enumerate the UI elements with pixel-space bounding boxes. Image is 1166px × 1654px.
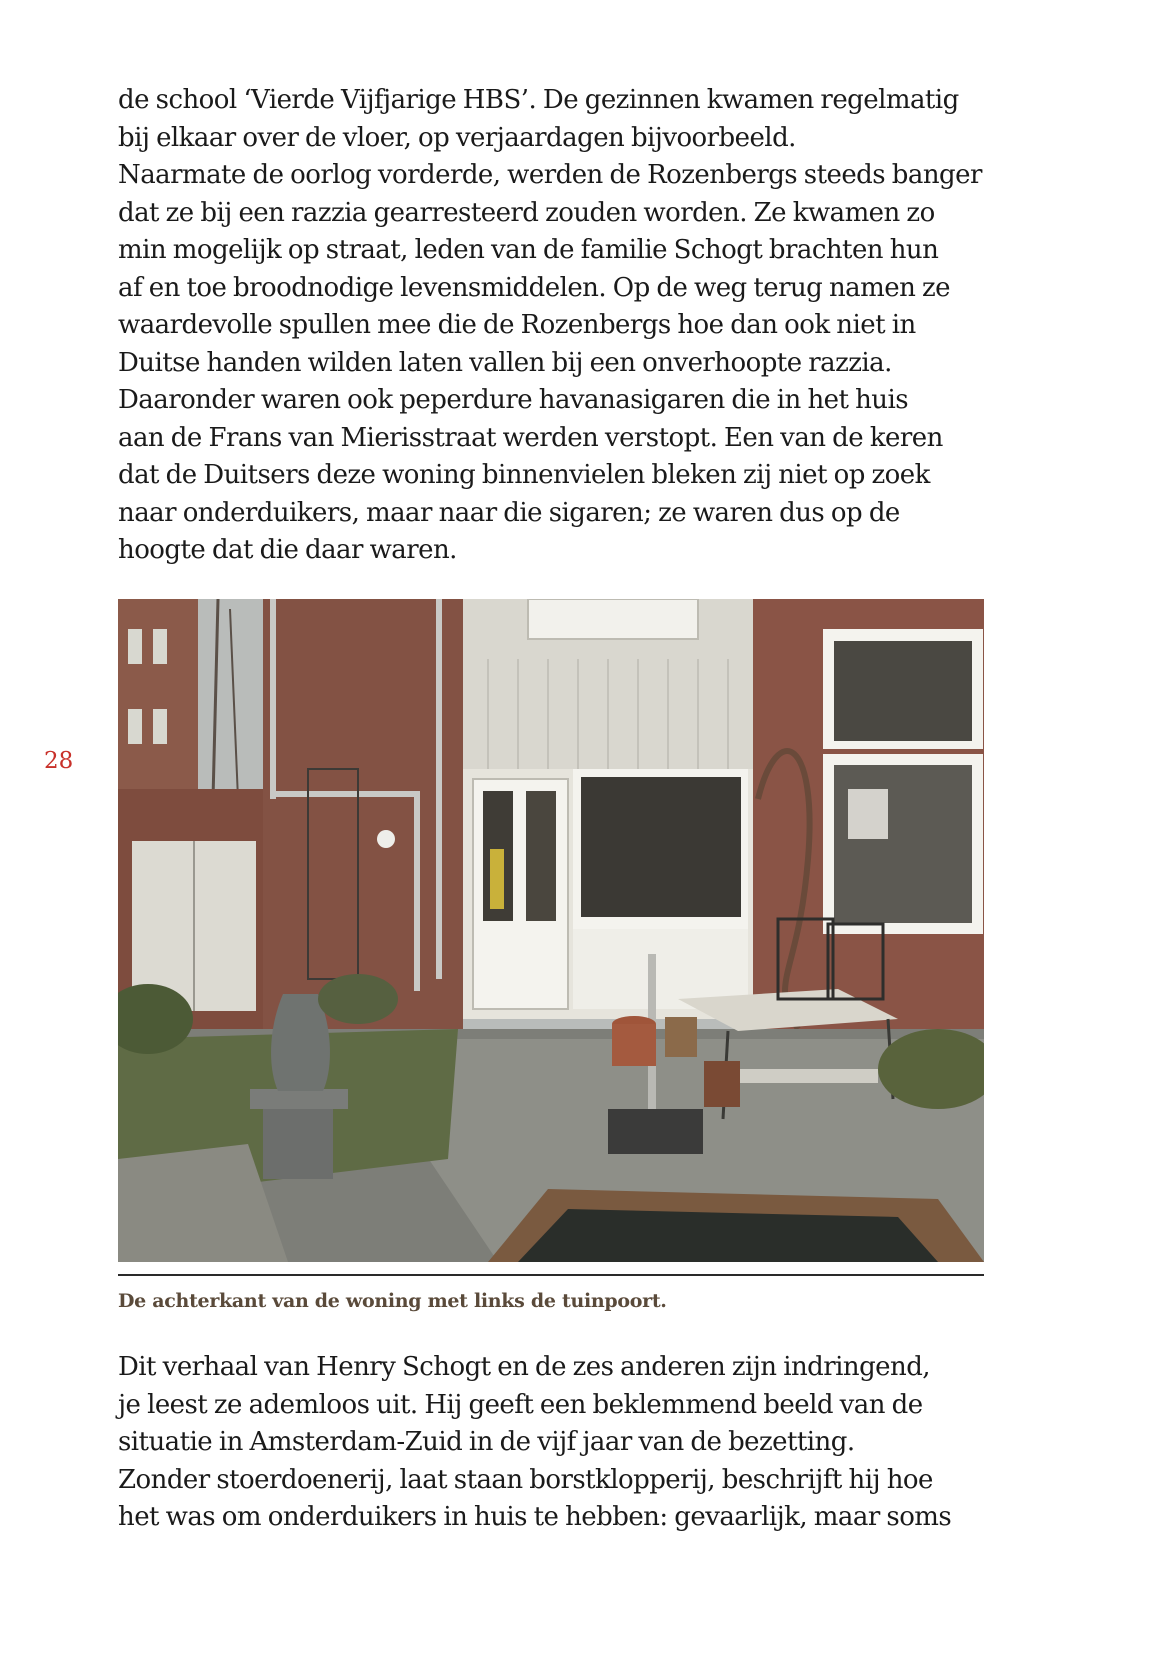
text-line: naar onderduikers, maar naar die sigaren; ze waren dus op de [118,497,900,528]
text-line: af en toe broodnodige levensmiddelen. Op de weg terug namen ze [118,272,950,303]
text-line: Daaronder waren ook peperdure havanasigaren die in het huis [118,385,909,415]
text-line: Naarmate de oorlog vorderde, werden de Rozenbergs steeds banger [118,160,982,190]
text-line: de school ‘Vierde Vijfjarige HBS’. De gezinnen kwamen regelmatig [118,85,959,115]
text-line: situatie in Amsterdam-Zuid in de vijf jaar van de bezetting. [118,1427,855,1457]
text-line: bij elkaar over de vloer, op verjaardagen bijvoorbeeld. [118,122,796,153]
page-number: 28 [44,748,74,774]
text-line: min mogelijk op straat, leden van de familie Schogt brachten hun [118,235,939,265]
text-line: waardevolle spullen mee die de Rozenbergs hoe dan ook niet in [118,310,916,340]
text-line: je leest ze ademloos uit. Hij geeft een beklemmend beeld van de [118,1389,923,1420]
paragraph-top [118,82,1002,570]
text-line: Zonder stoerdoenerij, laat staan borstklopperij, beschrijft hij hoe [118,1464,933,1495]
text-line: Duitse handen wilden laten vallen bij een onverhoopte razzia. [118,347,892,378]
text-line: dat de Duitsers deze woning binnenvielen bleken zij niet op zoek [118,460,930,490]
text-line: aan de Frans van Mierisstraat werden verstopt. Een van de keren [118,422,943,453]
photo-caption: De achterkant van de woning met links de tuinpoort. [118,1290,667,1312]
text-line: het was om onderduikers in huis te hebben: gevaarlijk, maar soms [118,1502,952,1532]
text-line: dat ze bij een razzia gearresteerd zouden worden. Ze kwamen zo [118,197,935,228]
paragraph-bottom [118,1349,1002,1537]
garden-photo [118,599,984,1262]
text-line: Dit verhaal van Henry Schogt en de zes anderen zijn indringend, [118,1352,931,1382]
caption-rule [118,1274,984,1276]
text-line: hoogte dat die daar waren. [118,535,457,565]
